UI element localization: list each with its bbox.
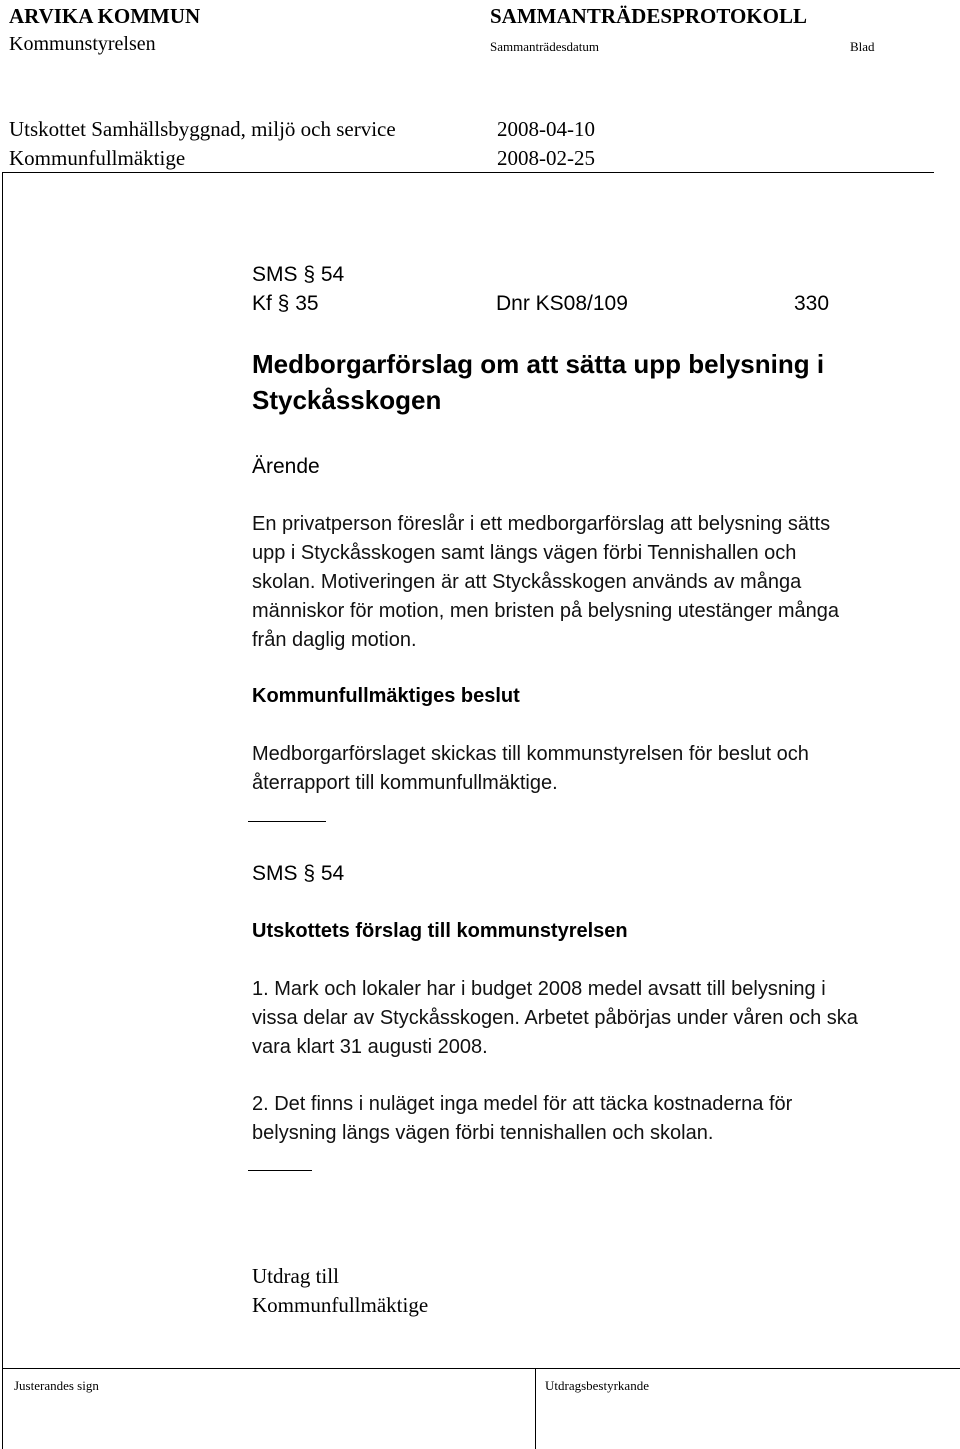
sms-section-heading: Utskottets förslag till kommunstyrelsen [252,920,628,942]
justerandes-sign-label: Justerandes sign [14,1378,99,1393]
proposal-item-2 [252,1090,792,1148]
kf-ref: Kf § 35 [252,292,319,315]
arende-line: från daglig motion. [252,629,417,651]
municipality-name: ARVIKA KOMMUN [9,4,201,28]
header-rule [2,172,934,173]
footer-left-rule [2,1368,3,1449]
arende-line: människor för motion, men bristen på belysning utestänger många [252,600,839,622]
meeting-date-2: 2008-02-25 [497,146,595,170]
protocol-title: SAMMANTRÄDESPROTOKOLL [490,4,807,28]
proposal-item-2-line: 2. Det finns i nuläget inga medel för att täcka kostnaderna för [252,1093,793,1115]
arende-heading: Ärende [252,455,320,478]
proposal-item-1-line: vissa delar av Styckåsskogen. Arbetet påbörjas under våren och ska [252,1007,858,1029]
section-separator [248,821,326,822]
page-label: Blad [850,39,875,54]
arende-line: upp i Styckåsskogen samt längs vägen förbi Tennishallen och [252,542,797,564]
sms-ref: SMS § 54 [252,263,345,286]
archive-code: 330 [794,292,830,315]
utdrag-line: Kommunfullmäktige [252,1293,429,1317]
kf-beslut-line: Medborgarförslaget skickas till kommunstyrelsen för beslut och [252,743,809,765]
document-title-line-1: Medborgarförslag om att sätta upp belysning i [252,349,825,379]
utdrag-line: Utdrag till [252,1264,339,1288]
arende-line: skolan. Motiveringen är att Styckåsskogen används av många [252,571,802,593]
dnr-ref: Dnr KS08/109 [496,292,628,315]
proposal-item-1-line: 1. Mark och lokaler har i budget 2008 medel avsatt till belysning i [252,978,826,1000]
left-margin-rule [2,172,3,1368]
arende-line: En privatperson föreslår i ett medborgarförslag att belysning sätts [252,513,831,535]
proposal-item-2-line: belysning längs vägen förbi tennishallen och skolan. [252,1122,714,1144]
body-name: Kommunstyrelsen [9,33,156,55]
meeting-name-2: Kommunfullmäktige [9,146,186,170]
kf-beslut-text [252,740,809,798]
proposal-item-1 [252,975,858,1062]
utdragsbestyrkande-label: Utdragsbestyrkande [545,1378,649,1393]
arende-text [252,510,839,655]
meeting-date-1: 2008-04-10 [497,117,595,141]
utdrag-block [252,1262,428,1320]
sms-section-ref: SMS § 54 [252,862,345,885]
kf-beslut-line: återrapport till kommunfullmäktige. [252,772,558,794]
footer-rule [2,1368,960,1369]
meeting-name-1: Utskottet Samhällsbyggnad, miljö och service [9,117,396,141]
kf-beslut-heading: Kommunfullmäktiges beslut [252,685,520,707]
footer-divider-rule [535,1368,536,1449]
document-title-line-2: Styckåsskogen [252,385,442,415]
date-label: Sammanträdesdatum [490,39,600,54]
section-separator [248,1170,312,1171]
proposal-item-1-line: vara klart 31 augusti 2008. [252,1036,488,1058]
